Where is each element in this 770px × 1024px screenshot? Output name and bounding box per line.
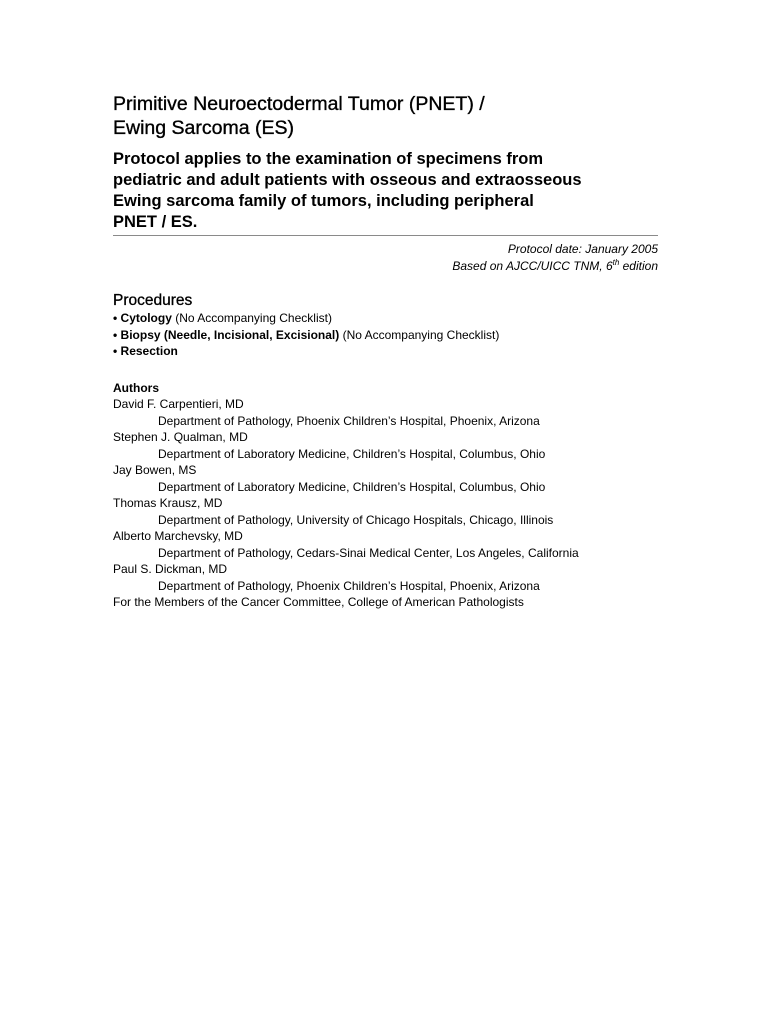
authors-footer: For the Members of the Cancer Committee, College of American Pathologists (113, 595, 524, 609)
procedures-list (113, 310, 658, 360)
procedure-name: • Resection (113, 344, 178, 358)
basis-prefix: Based on AJCC/UICC TNM, 6 (452, 259, 613, 273)
document-title (113, 92, 658, 140)
procedure-name: • Biopsy (Needle, Incisional, Excisional) (113, 327, 340, 342)
author-affiliation: Department of Laboratory Medicine, Children’s Hospital, Columbus, Ohio (158, 446, 546, 461)
authors-heading: Authors (113, 380, 159, 395)
author-affiliation: Department of Pathology, Phoenix Children’s Hospital, Phoenix, Arizona (158, 413, 540, 428)
protocol-date: Protocol date: January 2005 (507, 242, 658, 256)
header-divider (113, 235, 658, 236)
title-line: Ewing Sarcoma (ES) (113, 117, 294, 139)
author-name: David F. Carpentieri, MD (113, 397, 244, 411)
author-affiliation: Department of Pathology, University of Chicago Hospitals, Chicago, Illinois (158, 512, 554, 527)
procedure-note: (No Accompanying Checklist) (339, 327, 500, 342)
author-name: Jay Bowen, MS (113, 463, 197, 477)
document-subtitle (113, 149, 658, 233)
basis-superscript: th (612, 258, 620, 267)
subtitle-line: Protocol applies to the examination of specimens from (113, 150, 543, 168)
authors-section (113, 380, 658, 611)
title-line: Primitive Neuroectodermal Tumor (PNET) / (113, 93, 485, 115)
author-affiliation: Department of Pathology, Phoenix Children’s Hospital, Phoenix, Arizona (158, 578, 540, 593)
author-affiliation: Department of Laboratory Medicine, Children’s Hospital, Columbus, Ohio (158, 479, 546, 494)
procedure-item (113, 327, 658, 344)
author-name: Thomas Krausz, MD (113, 496, 223, 510)
procedure-item (113, 343, 658, 360)
subtitle-line: Ewing sarcoma family of tumors, including peripheral (113, 192, 534, 210)
protocol-meta (113, 241, 658, 275)
author-name: Paul S. Dickman, MD (113, 562, 228, 576)
subtitle-line: pediatric and adult patients with osseous and extraosseous (113, 171, 582, 189)
author-name: Stephen J. Qualman, MD (113, 430, 248, 444)
procedures-heading: Procedures (113, 292, 193, 309)
author-name: Alberto Marchevsky, MD (113, 529, 243, 543)
procedure-note: (No Accompanying Checklist) (171, 311, 332, 325)
basis-suffix: edition (619, 259, 658, 273)
procedure-item (113, 310, 658, 327)
document-page (113, 92, 658, 611)
protocol-basis (113, 258, 658, 275)
procedure-name: • Cytology (113, 311, 172, 325)
author-affiliation: Department of Pathology, Cedars-Sinai Medical Center, Los Angeles, California (158, 545, 579, 560)
subtitle-line: PNET / ES. (113, 213, 198, 231)
